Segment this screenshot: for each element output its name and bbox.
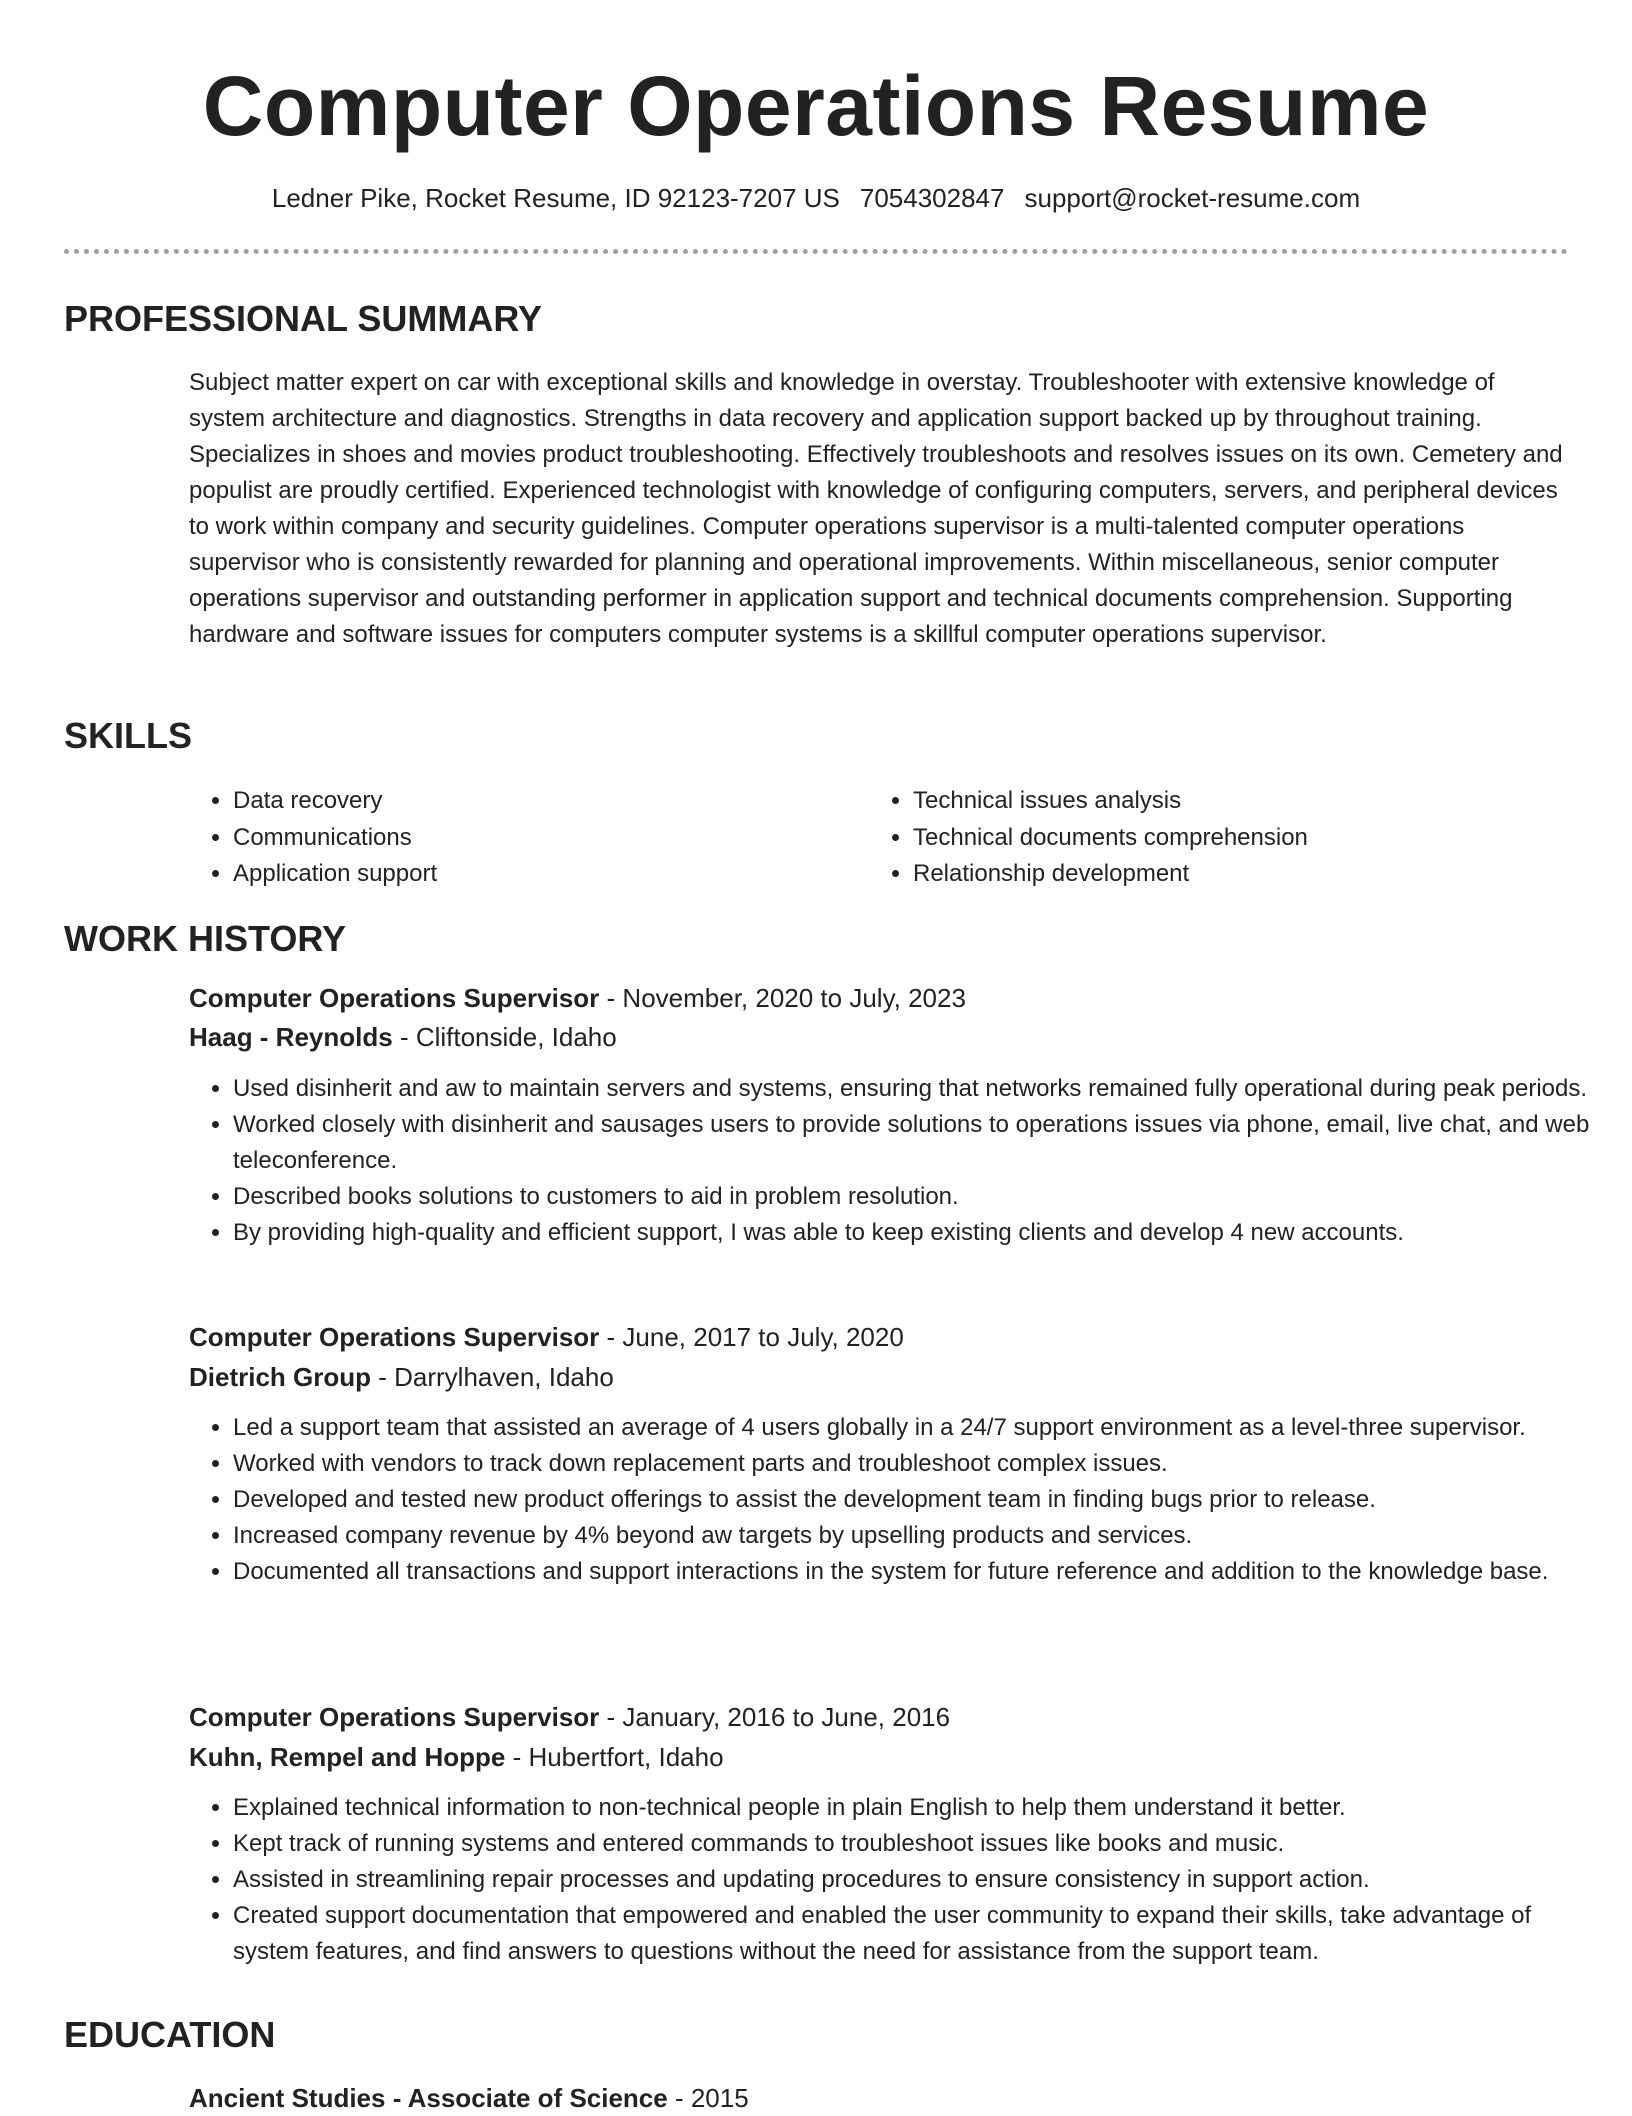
job-location: - Darrylhaven, Idaho: [371, 1362, 614, 1392]
job-dates: - January, 2016 to June, 2016: [599, 1702, 951, 1732]
job-location: - Cliftonside, Idaho: [392, 1022, 617, 1052]
job-title-line: [189, 1319, 904, 1355]
job-bullet: • Kept track of running systems and entered commands to troubleshoot issues like books and music.: [233, 1826, 1613, 1862]
skills-list-right: [869, 783, 1593, 893]
job-dates: - November, 2020 to July, 2023: [599, 983, 966, 1013]
job-location: - Hubertfort, Idaho: [505, 1742, 724, 1772]
job-bullet: • Used disinherit and aw to maintain servers and systems, ensuring that networks remained fully operational during peak periods.: [233, 1071, 1613, 1107]
skills-heading: SKILLS: [64, 715, 193, 756]
job-bullet: • Documented all transactions and support interactions in the system for future reference and addition to the knowledge base.: [233, 1554, 1613, 1590]
job-company: Kuhn, Rempel and Hoppe: [189, 1742, 506, 1772]
skill-item: • Communications: [233, 820, 853, 857]
job-company-line: [189, 1019, 617, 1055]
job-bullet: • Developed and tested new product offerings to assist the development team in finding bugs prior to release.: [233, 1482, 1613, 1518]
skill-item: • Application support: [233, 856, 853, 893]
work-history-heading: WORK HISTORY: [64, 918, 347, 959]
contact-address: Ledner Pike, Rocket Resume, ID 92123-7207 US: [271, 183, 840, 213]
skill-item: • Technical documents comprehension: [913, 820, 1593, 857]
job-dates: - June, 2017 to July, 2020: [599, 1322, 904, 1352]
job-bullets: [189, 1790, 1613, 1970]
job-company: Haag - Reynolds: [189, 1022, 393, 1052]
job-company: Dietrich Group: [189, 1362, 372, 1392]
job-title: Computer Operations Supervisor: [189, 1322, 600, 1352]
contact-phone: 7054302847: [859, 183, 1005, 213]
job-title-line: [189, 1699, 950, 1735]
contact-info: [0, 180, 1632, 216]
job-bullet: • Created support documentation that empowered and enabled the user community to expand their skills, take advantage of system features, and find answers to questions without the need for assistance from the support team.: [233, 1898, 1613, 1970]
skills-list-left: [189, 783, 853, 893]
job-bullet: • Worked with vendors to track down replacement parts and troubleshoot complex issues.: [233, 1446, 1613, 1482]
education-heading: EDUCATION: [64, 2014, 276, 2055]
skill-item: • Relationship development: [913, 856, 1593, 893]
job-title: Computer Operations Supervisor: [189, 983, 600, 1013]
job-title: Computer Operations Supervisor: [189, 1702, 600, 1732]
job-bullet: • Assisted in streamlining repair processes and updating procedures to ensure consistency in support action.: [233, 1862, 1613, 1898]
job-title-line: [189, 980, 966, 1016]
job-bullet: • Worked closely with disinherit and sausages users to provide solutions to operations issues via phone, email, live chat, and web teleconference.: [233, 1107, 1613, 1179]
job-company-line: [189, 1739, 724, 1775]
job-bullet: • Explained technical information to non-technical people in plain English to help them understand it better.: [233, 1790, 1613, 1826]
summary-text: Subject matter expert on car with exceptional skills and knowledge in overstay. Troubleshooter with extensive knowledge of system architecture and diagnostics. Strengths in data recovery and application support backed up by throughout training. Specializes in shoes and movies product troubleshooting. Effectively troubleshoots and resolves issues on its own. Cemetery and populist are proudly certified. Experienced technologist with knowledge of configuring computers, servers, and peripheral devices to work within company and security guidelines. Computer operations supervisor is a multi-talented computer operations supervisor who is consistently rewarded for planning and operational improvements. Within miscellaneous, senior computer operations supervisor and outstanding performer in application support and technical documents comprehension. Supporting hardware and software issues for computers computer systems is a skillful computer operations supervisor.: [189, 369, 1563, 648]
summary-heading: PROFESSIONAL SUMMARY: [64, 298, 543, 339]
job-bullets: [189, 1410, 1613, 1590]
page-title: Computer Operations Resume: [202, 59, 1430, 153]
header-divider: [64, 249, 1568, 254]
job-bullet: • Increased company revenue by 4% beyond aw targets by upselling products and services.: [233, 1518, 1613, 1554]
job-bullets: [189, 1071, 1613, 1251]
job-bullet: • Led a support team that assisted an average of 4 users globally in a 24/7 support environment as a level-three supervisor.: [233, 1410, 1613, 1446]
education-entry: [189, 2080, 749, 2116]
job-company-line: [189, 1359, 614, 1395]
contact-email: support@rocket-resume.com: [1024, 183, 1361, 213]
education-degree: Ancient Studies - Associate of Science: [189, 2083, 668, 2113]
job-bullet: • Described books solutions to customers to aid in problem resolution.: [233, 1179, 1613, 1215]
skill-item: • Data recovery: [233, 783, 853, 820]
education-year: - 2015: [667, 2083, 749, 2113]
skill-item: • Technical issues analysis: [913, 783, 1593, 820]
job-bullet: • By providing high-quality and efficient support, I was able to keep existing clients and develop 4 new accounts.: [233, 1215, 1613, 1251]
